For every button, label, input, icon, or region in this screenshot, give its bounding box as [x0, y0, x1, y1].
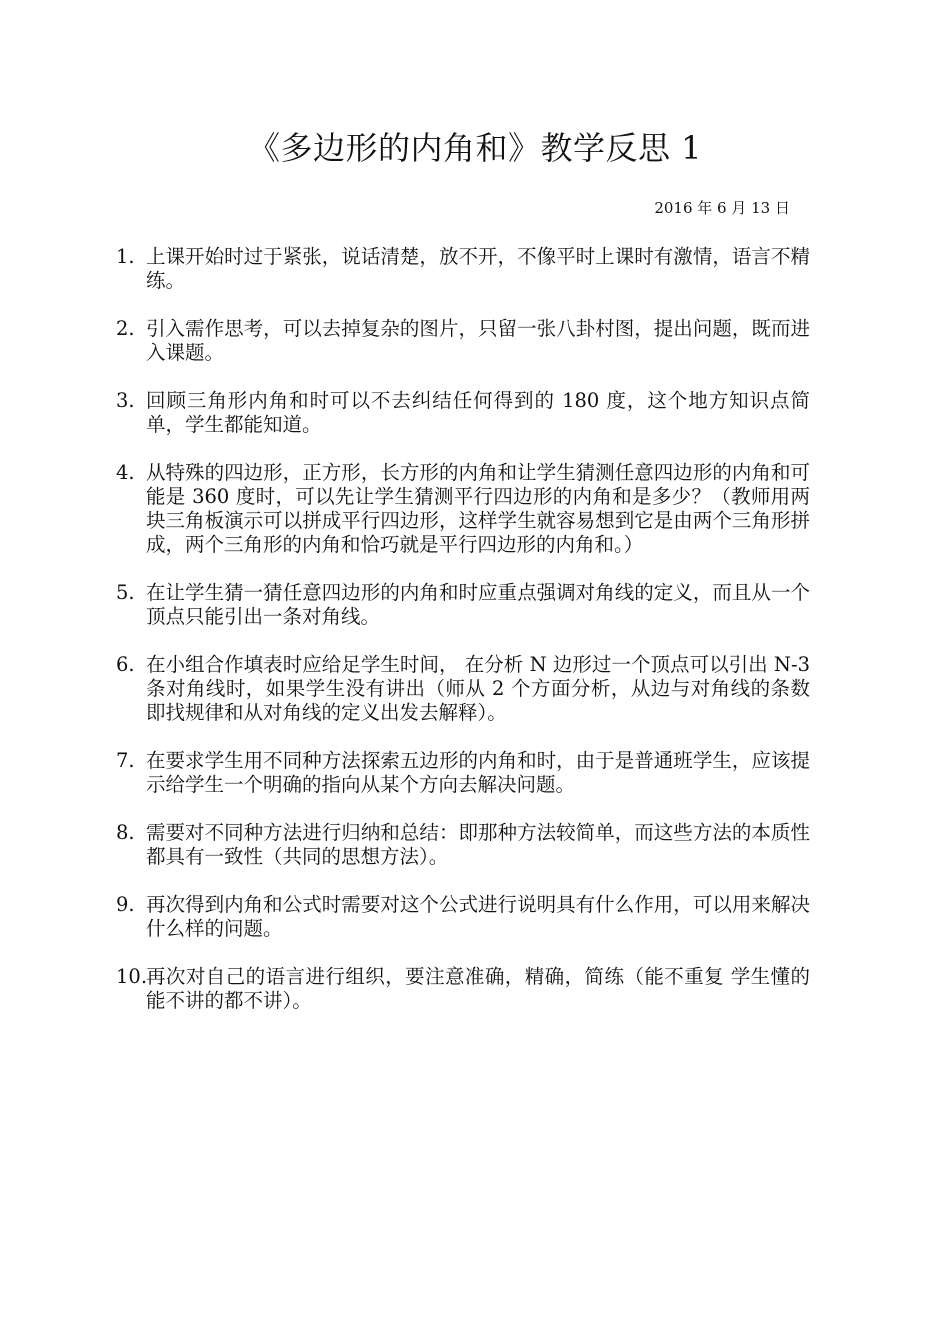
- list-item: [116, 461, 810, 557]
- list-item-text: 再次对自己的语言进行组织，要注意准确，精确，简练（能不重复 学生懂的能不讲的都不讲）。: [146, 965, 810, 1012]
- list-item: [116, 965, 810, 1013]
- list-item-text: 在让学生猜一猜任意四边形的内角和时应重点强调对角线的定义，而且从一个顶点只能引出一条对角线。: [146, 581, 810, 628]
- list-item-number: 2.: [116, 317, 135, 340]
- list-item-text: 在小组合作填表时应给足学生时间， 在分析 N 边形过一个顶点可以引出 N-3 条对角线时，如果学生没有讲出（师从 2 个方面分析，从边与对角线的条数即找规律和从对角线的定义出发去解释）。: [146, 653, 810, 724]
- list-item-number: 6.: [116, 653, 135, 676]
- list-item: [116, 653, 810, 725]
- document-date: 2016 年 6 月 13 日: [654, 199, 790, 217]
- list-item: [116, 245, 810, 293]
- list-item-number: 7.: [116, 749, 135, 772]
- list-item: [116, 749, 810, 797]
- list-item-number: 9.: [116, 893, 135, 916]
- reflection-list: [116, 245, 810, 1037]
- list-item: [116, 317, 810, 365]
- list-item-text: 从特殊的四边形，正方形，长方形的内角和让学生猜测任意四边形的内角和可能是 360 度时，可以先让学生猜测平行四边形的内角和是多少？（教师用两块三角板演示可以拼成平行四边形，这样学生就容易想到它是由两个三角形拼成，两个三角形的内角和恰巧就是平行四边形的内角和。）: [146, 461, 810, 556]
- list-item-text: 在要求学生用不同种方法探索五边形的内角和时，由于是普通班学生，应该提示给学生一个明确的指向从某个方向去解决问题。: [146, 749, 810, 796]
- list-item-text: 回顾三角形内角和时可以不去纠结任何得到的 180 度，这个地方知识点简单，学生都能知道。: [146, 389, 810, 436]
- list-item-text: 上课开始时过于紧张，说话清楚，放不开，不像平时上课时有激情，语言不精练。: [146, 245, 810, 292]
- list-item-number: 4.: [116, 461, 135, 484]
- document-title: 《多边形的内角和》教学反思 1: [247, 129, 703, 167]
- list-item: [116, 581, 810, 629]
- list-item: [116, 389, 810, 437]
- list-item-number: 1.: [116, 245, 135, 268]
- list-item-number: 3.: [116, 389, 135, 412]
- list-item-number: 10.: [116, 965, 148, 988]
- list-item-number: 8.: [116, 821, 135, 844]
- list-item-number: 5.: [116, 581, 135, 604]
- list-item-text: 需要对不同种方法进行归纳和总结：即那种方法较简单，而这些方法的本质性都具有一致性（共同的思想方法）。: [146, 821, 810, 868]
- list-item-text: 引入需作思考，可以去掉复杂的图片，只留一张八卦村图，提出问题，既而进入课题。: [146, 317, 810, 364]
- list-item: [116, 821, 810, 869]
- list-item-text: 再次得到内角和公式时需要对这个公式进行说明具有什么作用，可以用来解决什么样的问题。: [146, 893, 810, 940]
- list-item: [116, 893, 810, 941]
